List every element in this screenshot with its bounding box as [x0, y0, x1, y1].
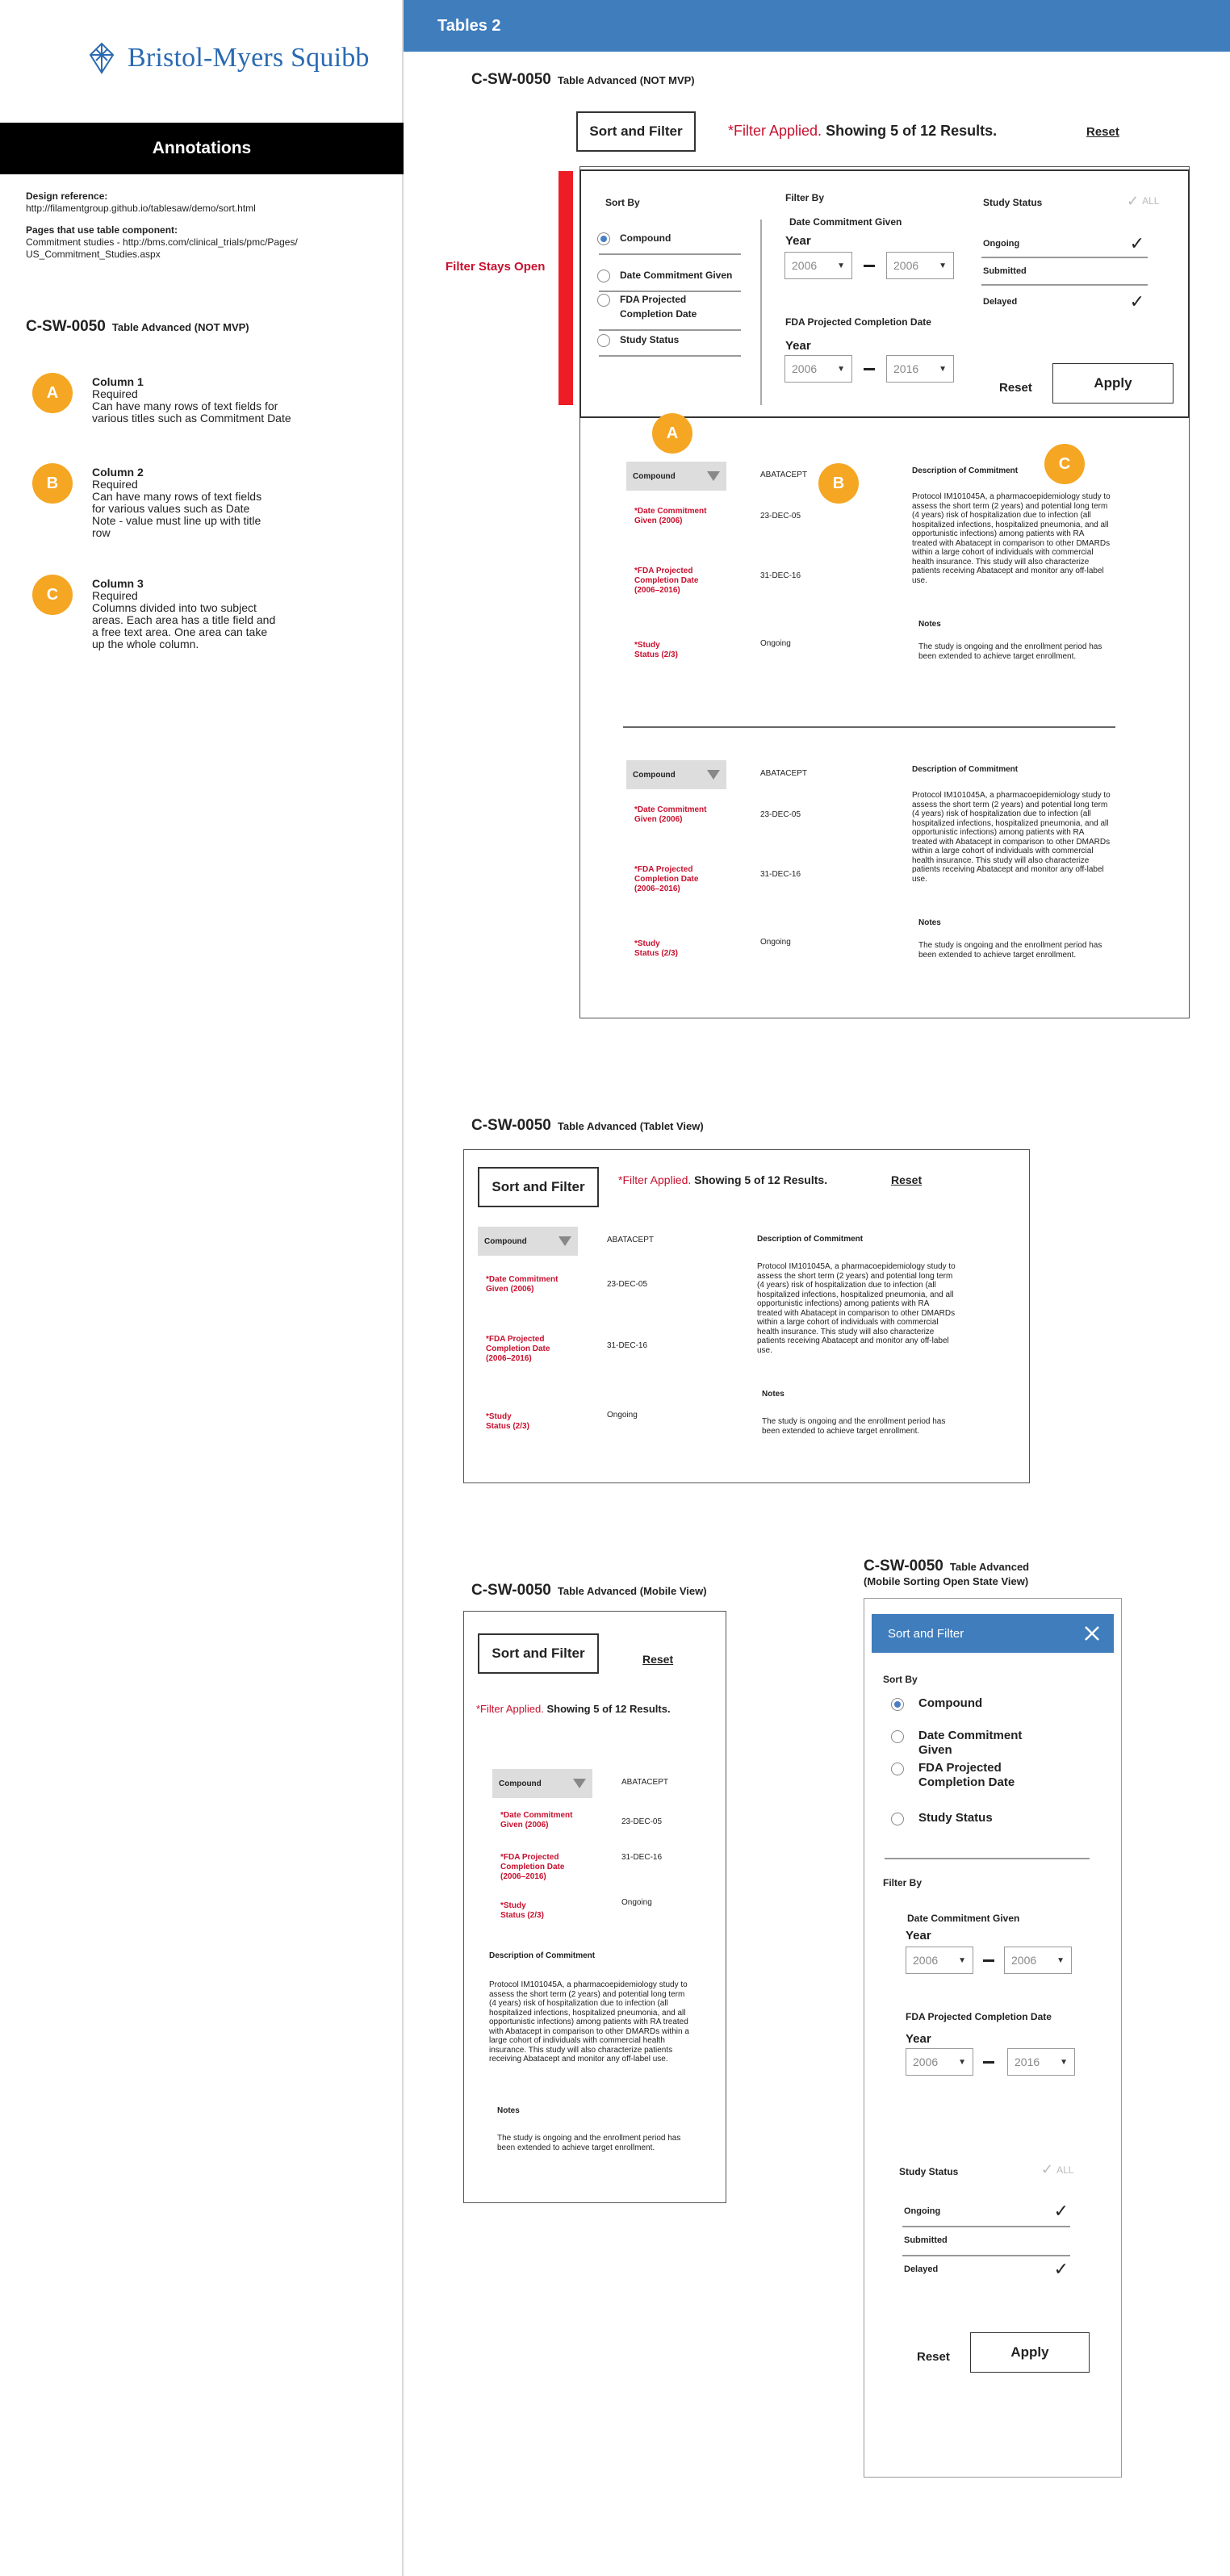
fda-projected-value: 31-DEC-16 — [760, 870, 801, 879]
select-all-label: ALL — [1142, 195, 1160, 207]
sort-option[interactable] — [597, 332, 741, 347]
bms-logo — [84, 40, 370, 76]
mobile-showing: Showing 5 of 12 Results. — [546, 1703, 671, 1715]
mobile-sort-option-label: Study Status — [918, 1811, 993, 1825]
mobile-open-year-to-1[interactable] — [1004, 1947, 1072, 1974]
year-to-select-2[interactable] — [886, 355, 954, 383]
logo-text: Bristol-Myers Squibb — [128, 43, 370, 73]
mobile-open-apply-label: Apply — [1010, 2344, 1049, 2360]
caret-down-icon: ▼ — [958, 1955, 966, 1965]
caret-down-icon: ▼ — [958, 2057, 966, 2067]
mobile-open-dash-1 — [983, 1959, 994, 1962]
date-commitment-value: 23-DEC-05 — [760, 512, 801, 521]
column-annotation-title: Column 3 — [92, 577, 144, 590]
radio-button[interactable] — [597, 232, 610, 245]
badge-a-text: A — [666, 424, 679, 442]
desktop-heading — [471, 71, 695, 89]
mobile-sort-option-label: Date Commitment Given — [918, 1729, 1023, 1757]
tablet-sort-filter-button[interactable] — [478, 1167, 599, 1207]
section-title: Table Advanced (NOT MVP) — [111, 321, 249, 333]
caret-down-icon: ▼ — [1056, 1955, 1065, 1965]
date-commitment-label: *Date Commitment Given (2006) — [634, 805, 707, 824]
column-annotation-line: areas. Each area has a title field and — [92, 613, 276, 626]
status-option[interactable] — [983, 261, 1144, 281]
radio-button[interactable] — [891, 1698, 904, 1711]
fda-projected-label: *FDA Projected Completion Date (2006–2016) — [634, 865, 699, 893]
tablet-heading — [471, 1117, 704, 1135]
showing-results-text: Showing 5 of 12 Results. — [826, 123, 998, 139]
fda-projected-value: 31-DEC-16 — [607, 1341, 648, 1350]
column-annotation-line: various titles such as Commitment Date — [92, 412, 291, 424]
apply-button[interactable] — [1052, 363, 1174, 404]
caret-down-icon: ▼ — [837, 261, 845, 270]
mobile-open-reset[interactable]: Reset — [917, 2350, 950, 2364]
sort-triangle-icon — [573, 1779, 586, 1788]
description-text: Protocol IM101045A, a pharmacoepidemiology study to assess the short term (2 years) and potential long term (4 years) risk of hospitalization due to infection (all hospitalized infections, hospitalized pneumonia, and all opportunistic infections) among patients with RA treated with Abatacept in comparison to other DMARDs within a large cohort of individuals with commercial health insurance. This study will also characterize patients receiving Abatacept and monitor any off-label use. — [489, 1980, 689, 2064]
reset-link[interactable]: Reset — [1086, 125, 1119, 139]
status-label: Submitted — [983, 266, 1027, 276]
column-annotation-line: Can have many rows of text fields — [92, 490, 262, 503]
radio-button[interactable] — [597, 270, 610, 282]
column-annotation — [92, 578, 326, 650]
study-status-value: Ongoing — [621, 1898, 652, 1907]
notes-title: Notes — [497, 2106, 520, 2115]
mobile-sort-option[interactable] — [891, 1761, 1085, 1790]
compound-value: ABATACEPT — [607, 1236, 654, 1244]
compound-value: ABATACEPT — [760, 470, 807, 479]
apply-label: Apply — [1094, 375, 1132, 391]
mobile-open-year-from-2-value: 2006 — [913, 2055, 939, 2068]
description-title: Description of Commitment — [489, 1951, 596, 1960]
mobile-open-all-label: ALL — [1056, 2164, 1074, 2176]
column-annotation-line: Note - value must line up with title — [92, 514, 261, 527]
mobile-sort-filter-label: Sort and Filter — [492, 1646, 585, 1661]
mobile-open-year-to-2[interactable] — [1007, 2048, 1075, 2076]
compound-value: ABATACEPT — [621, 1778, 668, 1787]
sidebar-section-heading — [26, 318, 249, 336]
study-status-label: *Study Status (2/3) — [634, 641, 678, 659]
column-annotation-line: row — [92, 526, 111, 539]
pages-label: Pages that use table component: — [26, 224, 178, 236]
notes-title: Notes — [918, 918, 941, 927]
column-annotation-line: up the whole column. — [92, 638, 199, 650]
mobile-open-apply-button[interactable] — [970, 2332, 1090, 2373]
panel-divider — [760, 220, 762, 405]
column-annotation-title: Column 1 — [92, 375, 144, 388]
column-annotation-title: Column 2 — [92, 466, 144, 479]
close-icon[interactable] — [1083, 1625, 1101, 1642]
mobile-open-year-from-1-value: 2006 — [913, 1954, 939, 1967]
study-status-label: *Study Status (2/3) — [500, 1901, 544, 1920]
sort-option[interactable] — [597, 231, 741, 245]
mobile-open-year-from-1[interactable] — [906, 1947, 973, 1974]
year-from-select-1[interactable] — [784, 252, 852, 279]
separator — [599, 355, 741, 357]
mobile-code: C-SW-0050 — [471, 1582, 551, 1599]
filter-by-label: Filter By — [785, 192, 825, 203]
notes-text: The study is ongoing and the enrollment period has been extended to achieve target enrollment. — [497, 2134, 681, 2152]
mobile-open-year-to-1-value: 2006 — [1011, 1954, 1037, 1967]
year-to-select-1[interactable] — [886, 252, 954, 279]
date-commitment-value: 23-DEC-05 — [607, 1280, 648, 1289]
radio-button[interactable] — [891, 1730, 904, 1743]
notes-title: Notes — [762, 1390, 784, 1399]
status-option[interactable] — [983, 234, 1144, 253]
mobile-filter-applied: *Filter Applied. — [476, 1703, 544, 1715]
design-ref-url[interactable]: http://filamentgroup.github.io/tablesaw/demo/sort.html — [26, 203, 256, 214]
bms-logo-icon — [84, 40, 119, 76]
fda-projected-label: *FDA Projected Completion Date (2006–2016) — [486, 1335, 550, 1363]
check-icon: ✓ — [1129, 233, 1144, 253]
notes-title: Notes — [918, 620, 941, 629]
compound-header-label: Compound — [484, 1236, 527, 1246]
badge-a: A — [32, 373, 73, 413]
description-text: Protocol IM101045A, a pharmacoepidemiology study to assess the short term (2 years) and potential long term (4 years) risk of hospitalization due to infection (all hospitalized infections, hospitalized pneumonia, and all opportunistic infections) among patients with RA treated with Abatacept in comparison to other DMARDs within a large cohort of individuals with commercial health insurance. This study will also characterize patients receiving Abatacept and monitor any off-label use. — [912, 492, 1111, 585]
fda-projected-value: 31-DEC-16 — [760, 571, 801, 580]
separator — [599, 329, 741, 331]
check-icon: ✓ — [1127, 193, 1140, 209]
design-ref-label: Design reference: — [26, 190, 108, 202]
main-header — [404, 0, 1230, 52]
badge-a — [652, 413, 692, 454]
badge-c — [1044, 444, 1085, 484]
sort-option-label: Compound — [620, 232, 671, 244]
mobile-filter-status — [476, 1703, 671, 1715]
mobile-open-year-2: Year — [906, 2032, 931, 2046]
pages-line-2[interactable]: US_Commitment_Studies.aspx — [26, 249, 161, 260]
badge-c: C — [32, 575, 73, 615]
column-annotation — [92, 466, 326, 539]
mobile-sort-option[interactable] — [891, 1811, 1085, 1825]
year-label-1: Year — [785, 234, 811, 248]
badge-b-text: B — [832, 474, 845, 492]
description-title: Description of Commitment — [757, 1235, 864, 1244]
filter-open-indicator — [559, 171, 573, 405]
notes-text: The study is ongoing and the enrollment period has been extended to achieve target enrollment. — [918, 941, 1102, 960]
mobile-sort-option[interactable] — [891, 1696, 1085, 1711]
study-status-value: Ongoing — [760, 938, 791, 947]
radio-button[interactable] — [597, 294, 610, 307]
compound-header-label: Compound — [633, 471, 676, 481]
mobile-open-year-to-2-value: 2016 — [1015, 2055, 1040, 2068]
badge-c-text: C — [1058, 454, 1071, 473]
check-icon: ✓ — [1041, 2161, 1054, 2177]
mobile-open-sort-by: Sort By — [883, 1674, 918, 1685]
mobile-open-heading — [864, 1558, 1029, 1587]
notes-text: The study is ongoing and the enrollment period has been extended to achieve target enrollment. — [918, 642, 1102, 661]
separator — [902, 2226, 1070, 2227]
radio-button[interactable] — [891, 1813, 904, 1825]
mobile-sort-option-label: FDA Projected Completion Date — [918, 1761, 1015, 1789]
range-dash-1 — [864, 265, 875, 267]
sort-filter-button[interactable] — [576, 111, 696, 152]
badge-b: B — [32, 463, 73, 504]
desktop-title: Table Advanced (NOT MVP) — [557, 74, 695, 86]
page-title: Tables 2 — [437, 16, 501, 35]
column-annotation-line: Required — [92, 589, 138, 602]
notes-text: The study is ongoing and the enrollment period has been extended to achieve target enrollment. — [762, 1417, 946, 1436]
tablet-title: Table Advanced (Tablet View) — [557, 1120, 704, 1132]
caret-down-icon: ▼ — [939, 364, 947, 374]
mobile-open-subtitle: (Mobile Sorting Open State View) — [864, 1575, 1029, 1587]
tablet-reset-link[interactable]: Reset — [891, 1173, 922, 1186]
mobile-sort-option-label: Compound — [918, 1696, 983, 1710]
year-label-2: Year — [785, 339, 811, 353]
mobile-open-study-status: Study Status — [899, 2166, 959, 2177]
date-commitment-label: *Date Commitment Given (2006) — [500, 1811, 573, 1830]
mobile-status-label: Submitted — [904, 2235, 948, 2245]
column-annotation-line: a free text area. One area can take — [92, 625, 268, 638]
mobile-open-dash-2 — [983, 2061, 994, 2064]
mobile-open-filter-by: Filter By — [883, 1877, 922, 1888]
mobile-status-option[interactable] — [904, 2260, 1069, 2279]
sort-triangle-icon — [559, 1236, 571, 1246]
mobile-open-year-from-2[interactable] — [906, 2048, 973, 2076]
study-status-label: *Study Status (2/3) — [486, 1412, 529, 1431]
sort-option[interactable] — [597, 292, 741, 321]
radio-button[interactable] — [891, 1763, 904, 1775]
check-icon: ✓ — [1053, 2259, 1069, 2279]
tablet-sort-filter-label: Sort and Filter — [492, 1179, 585, 1194]
mobile-open-divider — [885, 1858, 1090, 1859]
date-commitment-label: Date Commitment Given — [789, 216, 902, 228]
column-annotation-line: Required — [92, 478, 138, 491]
compound-header-label: Compound — [499, 1779, 542, 1788]
tablet-showing: Showing 5 of 12 Results. — [694, 1173, 828, 1186]
mobile-heading — [471, 1582, 707, 1600]
status-label: Delayed — [983, 297, 1018, 307]
design-reference — [26, 190, 381, 261]
sort-triangle-icon — [707, 770, 720, 780]
mobile-open-panel-header — [872, 1614, 1114, 1653]
year-from-value-2: 2006 — [792, 362, 818, 375]
mobile-sort-filter-button[interactable] — [478, 1633, 599, 1674]
compound-value: ABATACEPT — [760, 769, 807, 778]
tablet-filter-status — [618, 1173, 827, 1186]
desktop-code: C-SW-0050 — [471, 71, 551, 88]
mobile-open-select-all[interactable] — [1041, 2161, 1073, 2178]
year-from-value-1: 2006 — [792, 259, 818, 272]
description-text: Protocol IM101045A, a pharmacoepidemiology study to assess the short term (2 years) and potential long term (4 years) risk of hospitalization due to infection (all hospitalized infections, hospitalized pneumonia, and all opportunistic infections) among patients with RA treated with Abatacept in comparison to other DMARDs within a large cohort of individuals with commercial health insurance. This study will also characterize patients receiving Abatacept and monitor any off-label use. — [912, 791, 1111, 884]
filter-panel — [579, 169, 1190, 418]
study-status-label: *Study Status (2/3) — [634, 939, 678, 958]
sort-option-label: Date Commitment Given — [620, 270, 733, 281]
study-status-value: Ongoing — [607, 1411, 638, 1420]
mobile-open-year-1: Year — [906, 1929, 931, 1942]
year-to-value-1: 2006 — [893, 259, 919, 272]
annotations-title-bar — [0, 123, 404, 174]
fda-projected-label: *FDA Projected Completion Date (2006–2016) — [500, 1853, 565, 1881]
compound-header-label: Compound — [633, 770, 676, 780]
compound-sort-header[interactable] — [492, 1769, 592, 1798]
annotations-title: Annotations — [152, 139, 252, 157]
separator — [981, 257, 1148, 258]
date-commitment-label: *Date Commitment Given (2006) — [634, 507, 707, 525]
pages-line-1[interactable]: Commitment studies - http://bms.com/clinical_trials/pmc/Pages/ — [26, 236, 298, 248]
check-icon: ✓ — [1053, 2201, 1069, 2221]
description-text: Protocol IM101045A, a pharmacoepidemiology study to assess the short term (2 years) and potential long term (4 years) risk of hospitalization due to infection (all hospitalized infections, hospitalized pneumonia, and all opportunistic infections) among patients with RA treated with Abatacept in comparison to other DMARDs within a large cohort of individuals with commercial health insurance. This study will also characterize patients receiving Abatacept and monitor any off-label use. — [757, 1262, 956, 1355]
filter-applied-text: *Filter Applied. — [728, 123, 822, 139]
column-annotation-line: Can have many rows of text fields for — [92, 399, 278, 412]
mobile-open-fda-label: FDA Projected Completion Date — [906, 2011, 1052, 2022]
sort-option[interactable] — [597, 268, 741, 282]
date-commitment-value: 23-DEC-05 — [621, 1817, 663, 1826]
mobile-status-option[interactable] — [904, 2231, 1069, 2250]
compound-sort-header[interactable] — [626, 462, 726, 491]
mobile-status-label: Ongoing — [904, 2206, 941, 2216]
study-status-value: Ongoing — [760, 639, 791, 648]
annotations-sidebar — [0, 0, 404, 2576]
column-annotation — [92, 376, 326, 424]
tablet-code: C-SW-0050 — [471, 1117, 551, 1134]
mobile-reset-link[interactable]: Reset — [642, 1653, 674, 1666]
sort-option-label: FDA Projected Completion Date — [620, 294, 697, 320]
column-annotation-line: for various values such as Date — [92, 502, 250, 515]
mobile-open-date-label: Date Commitment Given — [907, 1913, 1020, 1924]
column-annotation-line: Required — [92, 387, 138, 400]
mobile-open-title: Table Advanced — [949, 1561, 1030, 1573]
caret-down-icon: ▼ — [1060, 2057, 1068, 2067]
year-to-value-2: 2016 — [893, 362, 919, 375]
separator — [981, 284, 1148, 286]
filter-status — [728, 123, 997, 140]
select-all-toggle[interactable] — [1127, 192, 1159, 210]
mobile-open-panel-title: Sort and Filter — [888, 1626, 964, 1641]
mobile-open-code: C-SW-0050 — [864, 1558, 943, 1574]
compound-sort-header[interactable] — [478, 1227, 578, 1256]
year-from-select-2[interactable] — [784, 355, 852, 383]
date-commitment-label: *Date Commitment Given (2006) — [486, 1275, 559, 1294]
status-option[interactable] — [983, 292, 1144, 312]
status-label: Ongoing — [983, 239, 1020, 249]
mobile-title: Table Advanced (Mobile View) — [557, 1585, 707, 1597]
range-dash-2 — [864, 368, 875, 370]
sort-triangle-icon — [707, 471, 720, 481]
mobile-sort-option[interactable] — [891, 1729, 1085, 1758]
compound-sort-header[interactable] — [626, 760, 726, 789]
description-title: Description of Commitment — [912, 765, 1019, 774]
caret-down-icon: ▼ — [939, 261, 947, 270]
tablet-filter-applied: *Filter Applied. — [618, 1173, 692, 1186]
record-divider — [623, 726, 1115, 728]
fda-projected-label: *FDA Projected Completion Date (2006–2016) — [634, 567, 699, 595]
mobile-status-label: Delayed — [904, 2264, 939, 2274]
sort-option-label: Study Status — [620, 334, 680, 345]
filter-stays-open-note: Filter Stays Open — [446, 260, 546, 274]
fda-projected-value: 31-DEC-16 — [621, 1853, 663, 1862]
badge-b — [818, 463, 859, 504]
study-status-label: Study Status — [983, 197, 1043, 208]
section-code: C-SW-0050 — [26, 318, 106, 335]
column-annotation-line: Columns divided into two subject — [92, 601, 257, 614]
panel-reset-button[interactable]: Reset — [999, 381, 1032, 395]
sort-by-label: Sort By — [605, 197, 640, 208]
caret-down-icon: ▼ — [837, 364, 845, 374]
separator — [902, 2255, 1070, 2256]
radio-button[interactable] — [597, 334, 610, 347]
date-commitment-value: 23-DEC-05 — [760, 810, 801, 819]
description-title: Description of Commitment — [912, 466, 1019, 475]
mobile-status-option[interactable] — [904, 2202, 1069, 2221]
check-icon: ✓ — [1129, 291, 1144, 312]
sort-filter-label: Sort and Filter — [589, 123, 683, 139]
fda-projected-label: FDA Projected Completion Date — [785, 316, 931, 328]
separator — [599, 253, 741, 255]
